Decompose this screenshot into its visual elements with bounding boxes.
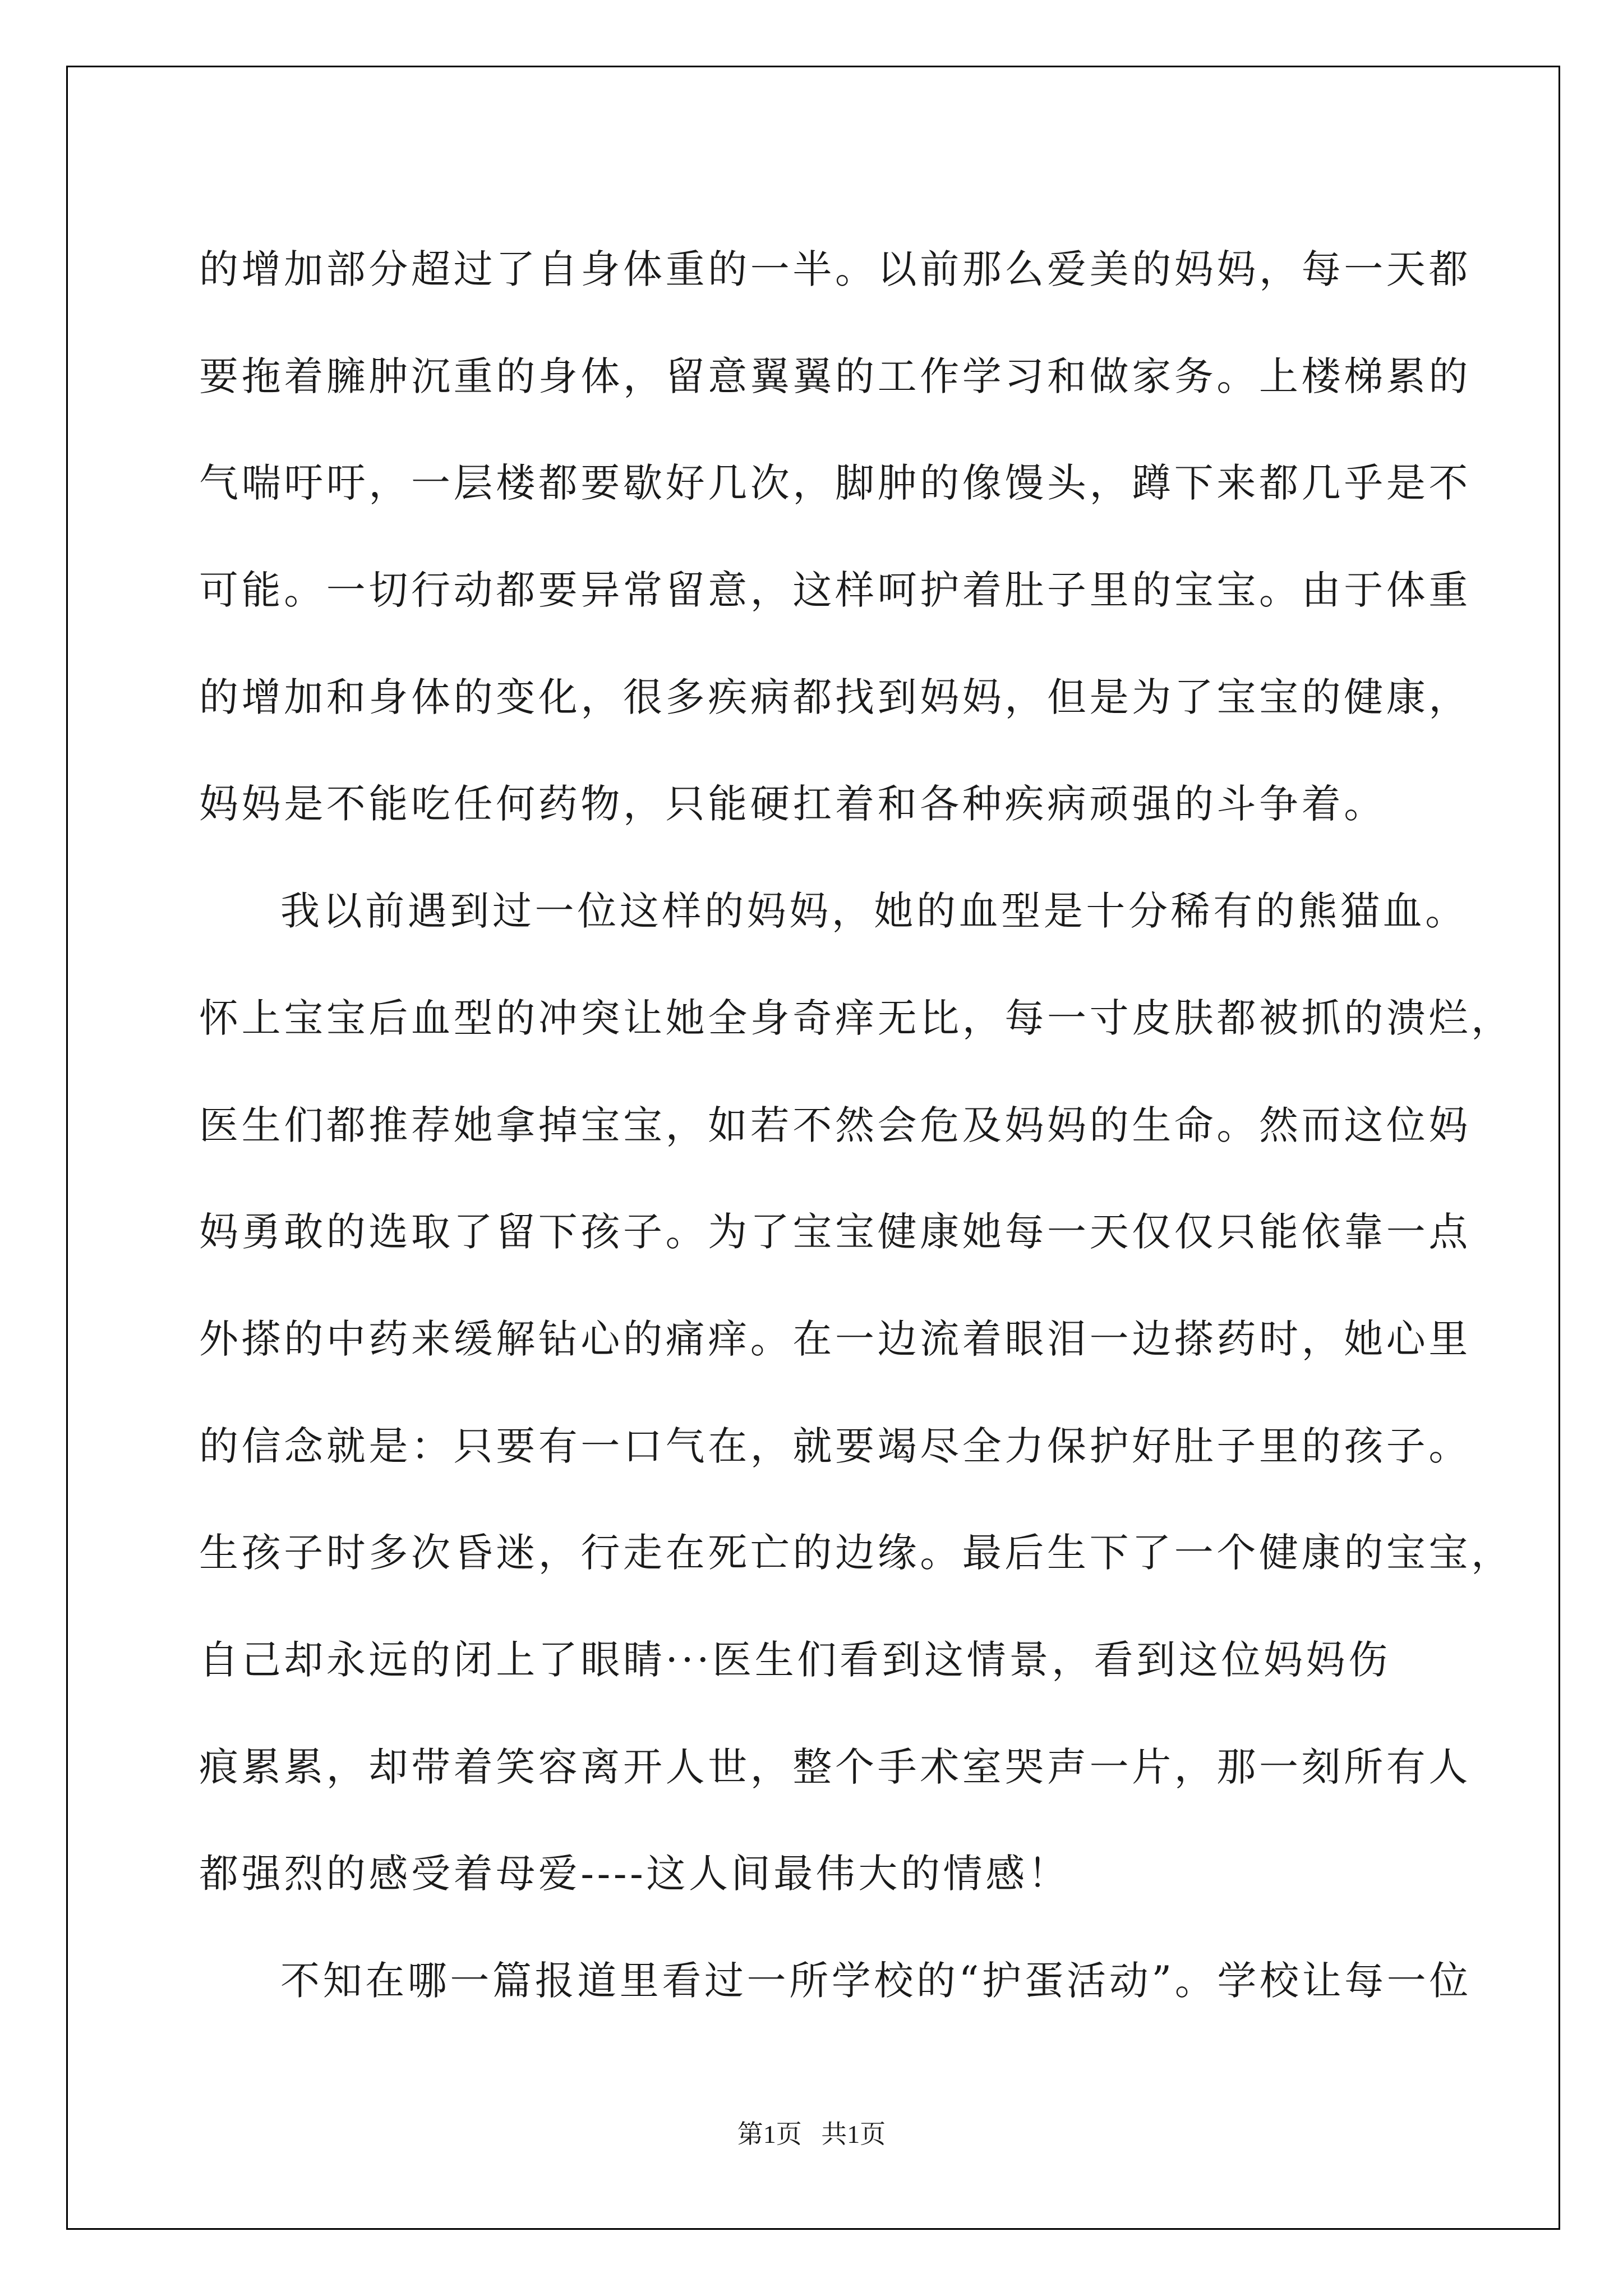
document-body (199, 216, 1514, 2035)
text-line: 怀上宝宝后血型的冲突让她全身奇痒无比，每一寸皮肤都被抓的溃烂， (199, 995, 1514, 1041)
text-line: 妈妈是不能吃任何药物，只能硬扛着和各种疾病顽强的斗争着。 (199, 781, 1386, 827)
text-line: 的增加和身体的变化，很多疾病都找到妈妈，但是为了宝宝的健康， (199, 674, 1471, 720)
text-line: 可能。一切行动都要异常留意，这样呵护着肚子里的宝宝。由于体重 (199, 567, 1471, 614)
paragraph-start-line: 我以前遇到过一位这样的妈妈，她的血型是十分稀有的熊猫血。 (280, 888, 1468, 935)
text-line: 妈勇敢的选取了留下孩子。为了宝宝健康她每一天仅仅只能依靠一点 (199, 1209, 1471, 1255)
text-line: 的信念就是：只要有一口气在，就要竭尽全力保护好肚子里的孩子。 (199, 1423, 1471, 1469)
text-line: 医生们都推荐她拿掉宝宝，如若不然会危及妈妈的生命。然而这位妈 (199, 1102, 1471, 1148)
text-line: 外搽的中药来缓解钻心的痛痒。在一边流着眼泪一边搽药时，她心里 (199, 1315, 1471, 1362)
text-line: 要拖着臃肿沉重的身体，留意翼翼的工作学习和做家务。上楼梯累的 (199, 353, 1471, 399)
text-line: 气喘吁吁，一层楼都要歇好几次，脚肿的像馒头，蹲下来都几乎是不 (199, 460, 1471, 507)
text-line: 自己却永远的闭上了眼睛···医生们看到这情景，看到这位妈妈伤 (199, 1636, 1391, 1683)
text-line: 都强烈的感受着母爱----这人间最伟大的情感！ (199, 1851, 1071, 1897)
text-line: 痕累累，却带着笑容离开人世，整个手术室哭声一片，那一刻所有人 (199, 1743, 1471, 1790)
text-line: 的增加部分超过了自身体重的一半。以前那么爱美的妈妈，每一天都 (199, 246, 1471, 292)
page-footer: 第1页 共1页 (737, 2120, 886, 2148)
paragraph-start-line: 不知在哪一篇报道里看过一所学校的“护蛋活动”。学校让每一位 (280, 1958, 1472, 2004)
text-line: 生孩子时多次昏迷，行走在死亡的边缘。最后生下了一个健康的宝宝， (199, 1530, 1514, 1576)
